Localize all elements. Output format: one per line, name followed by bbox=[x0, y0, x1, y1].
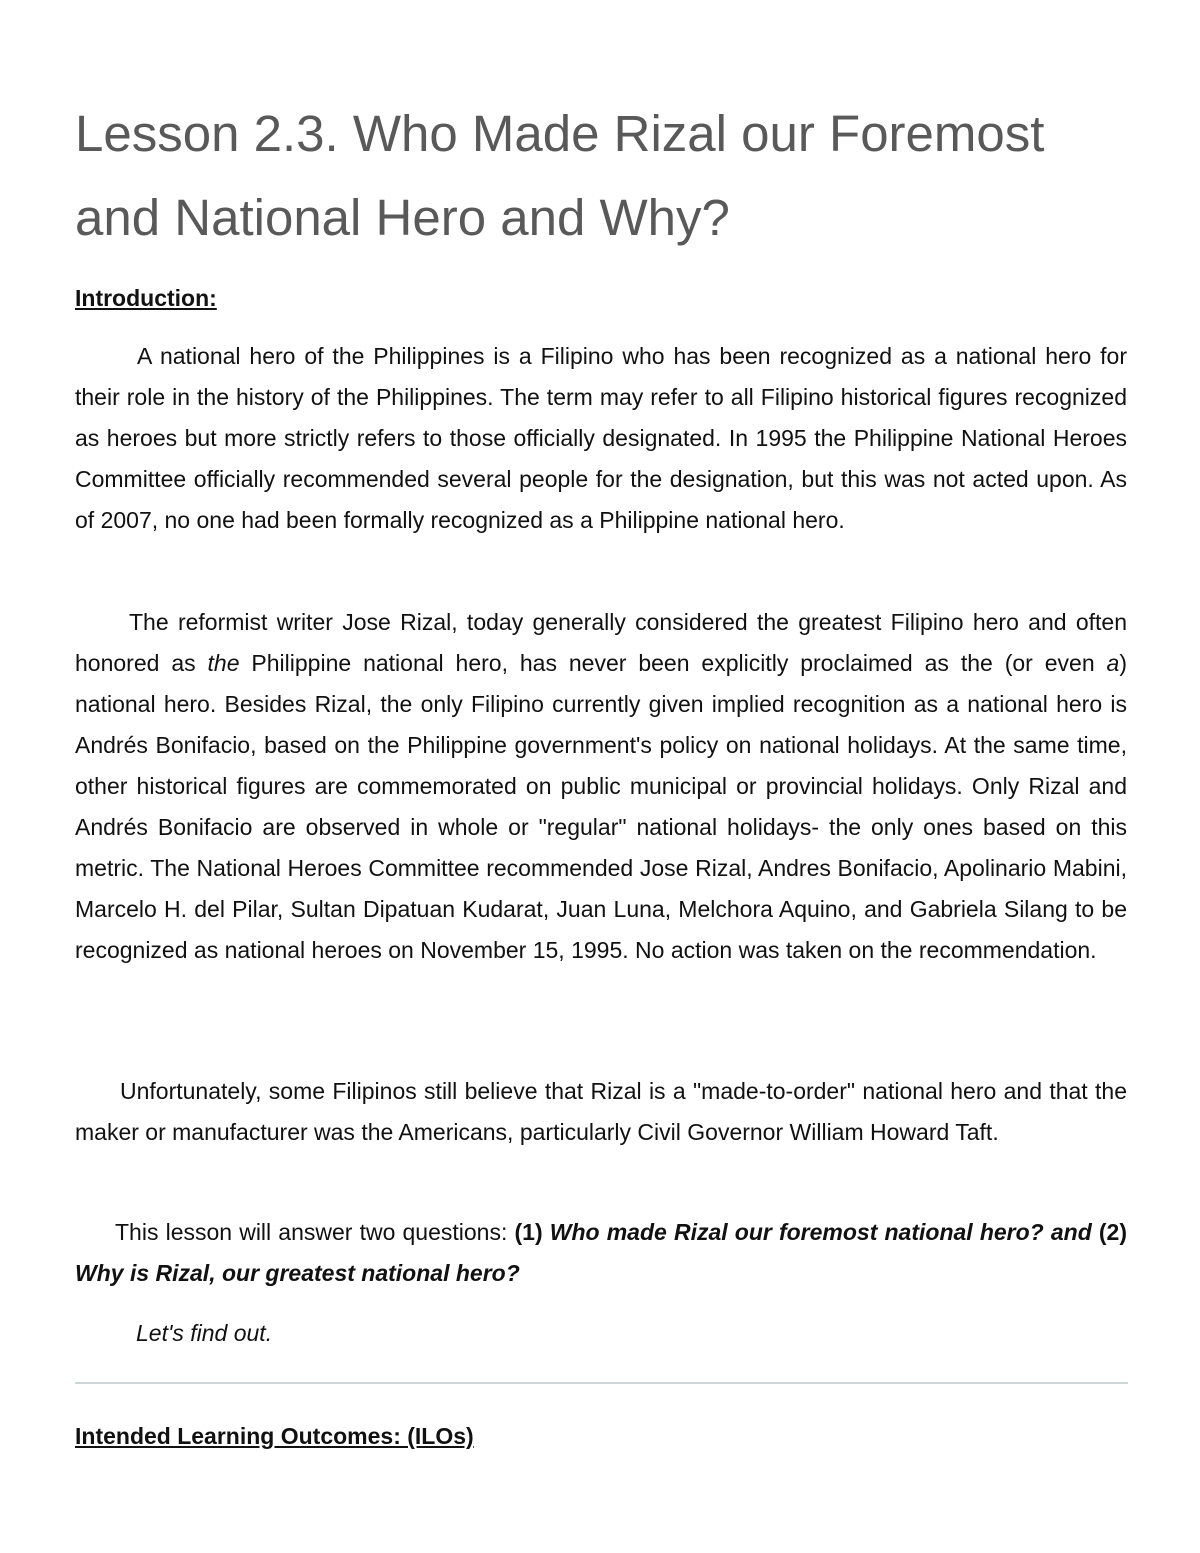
question-number-2: (2) bbox=[1098, 1219, 1128, 1245]
question-2: Why is Rizal, our greatest national hero? bbox=[75, 1260, 520, 1286]
lesson-title: Lesson 2.3. Who Made Rizal our Foremost and National Hero and Why? bbox=[75, 105, 1045, 246]
p4-lead: This lesson will answer two questions: bbox=[115, 1219, 515, 1245]
intro-paragraph-5: Let's find out. bbox=[136, 1320, 273, 1346]
p2-text-3: ) national hero. Besides Rizal, the only Filipino currently given implied recognition as a national hero is Andrés Bonifacio, based on the Philippine government's policy on national holidays. At the same time, other historical figures are commemorated on public municipal or provincial holidays. Only Rizal and Andrés Bonifacio are observed in whole or "regular" national holidays- the only ones based on this metric. The National Heroes Committee recommended Jose Rizal, Andres Bonifacio, Apolinario Mabini, Marcelo H. del Pilar, Sultan Dipatuan Kudarat, Juan Luna, Melchora Aquino, and Gabriela Silang to be recognized as national heroes on November 15, 1995. No action was taken on the recommendation. bbox=[75, 650, 1127, 963]
p2-text-2: Philippine national hero, has never been explicitly proclaimed as the (or even bbox=[239, 650, 1107, 676]
ilo-heading: Intended Learning Outcomes: (ILOs) bbox=[75, 1423, 474, 1449]
intro-paragraph-2 bbox=[75, 602, 1127, 971]
p2-italic-a: a bbox=[1106, 650, 1120, 676]
intro-paragraph-1: A national hero of the Philippines is a Filipino who has been recognized as a national hero for their role in the history of the Philippines. The term may refer to all Filipino historical figures recognized as heroes but more strictly refers to those officially designated. In 1995 the Philippine National Heroes Committee officially recommended several people for the designation, but this was not acted upon. As of 2007, no one had been formally recognized as a Philippine national hero. bbox=[75, 343, 1127, 533]
introduction-heading: Introduction: bbox=[75, 285, 217, 311]
p2-italic-the: the bbox=[207, 650, 240, 676]
question-1: Who made Rizal our foremost national hero? and bbox=[542, 1219, 1099, 1245]
question-number-1: (1) bbox=[514, 1219, 543, 1245]
intro-paragraph-3: Unfortunately, some Filipinos still believe that Rizal is a "made-to-order" national hero and that the maker or manufacturer was the Americans, particularly Civil Governor William Howard Taft. bbox=[75, 1078, 1127, 1145]
intro-paragraph-4 bbox=[75, 1212, 1127, 1294]
p2-text-1: The reformist writer Jose Rizal, today generally considered the greatest Filipino hero and often honored as bbox=[75, 609, 1127, 676]
horizontal-divider bbox=[75, 1382, 1128, 1384]
